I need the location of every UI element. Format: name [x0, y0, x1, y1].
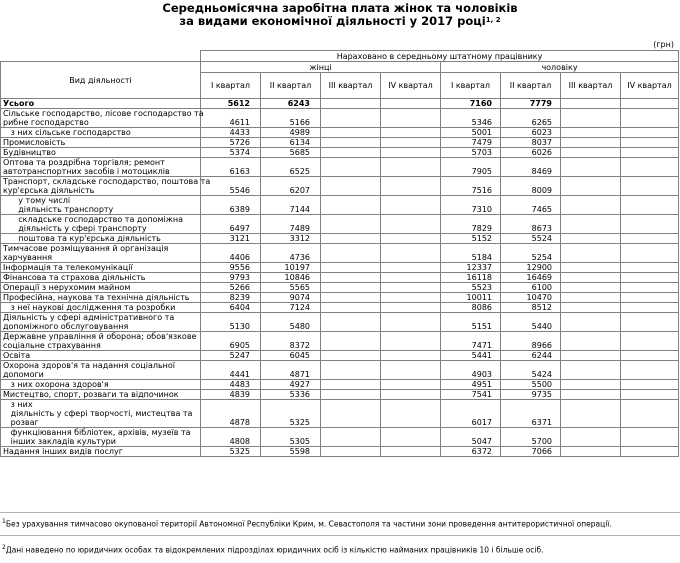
row-value [621, 293, 679, 303]
row-label: з неї наукові дослідження та розробки [1, 303, 201, 313]
table-row [1, 293, 679, 303]
row-value [621, 128, 679, 138]
table-row [1, 428, 679, 447]
row-label: поштова та кур'єрська діяльність [1, 234, 201, 244]
table-row [1, 128, 679, 138]
footnote-1-text: Без урахування тимчасово окупованої території Автономної Республіки Крим, м. Севастополя та частини зони проведення антитерористичної операції. [5, 519, 612, 529]
row-value [561, 109, 621, 128]
row-value: 6371 [501, 400, 561, 428]
row-value: 16469 [501, 273, 561, 283]
row-value: 7471 [441, 332, 501, 351]
table-row [1, 400, 679, 428]
row-value: 6023 [501, 128, 561, 138]
row-value [321, 263, 381, 273]
row-value: 10011 [441, 293, 501, 303]
row-value: 5152 [441, 234, 501, 244]
row-value [381, 148, 441, 158]
row-value: 6026 [501, 148, 561, 158]
unit-label: (грн) [653, 40, 674, 49]
footnote-divider-2 [0, 535, 680, 536]
row-value: 8469 [501, 158, 561, 177]
footnote-1 [2, 518, 678, 529]
row-value [561, 273, 621, 283]
row-value: 4483 [201, 380, 261, 390]
row-value [621, 138, 679, 148]
row-value: 9556 [201, 263, 261, 273]
table-row [1, 138, 679, 148]
row-value: 5424 [501, 361, 561, 380]
page-title [0, 2, 680, 28]
row-value: 8037 [501, 138, 561, 148]
row-label: Надання інших видів послуг [1, 447, 201, 457]
row-label: функціювання бібліотек, архівів, музеїв та інших закладів культури [1, 428, 201, 447]
row-value [381, 128, 441, 138]
row-value [621, 244, 679, 263]
table-row [1, 109, 679, 128]
row-value: 7779 [501, 99, 561, 109]
row-value [561, 244, 621, 263]
row-value [381, 303, 441, 313]
row-value [381, 109, 441, 128]
row-value: 7479 [441, 138, 501, 148]
row-value: 5441 [441, 351, 501, 361]
row-value [381, 273, 441, 283]
row-value: 4903 [441, 361, 501, 380]
row-value [561, 177, 621, 196]
title-line-2 [0, 15, 680, 28]
row-value [561, 138, 621, 148]
footnote-1-mark: 1 [2, 518, 6, 525]
row-value: 6389 [201, 196, 261, 215]
row-value [621, 332, 679, 351]
row-value [561, 196, 621, 215]
row-label: Тимчасове розміщування й організація харчування [1, 244, 201, 263]
row-value: 4871 [261, 361, 321, 380]
row-value: 5480 [261, 313, 321, 332]
header-activity: Вид діяльності [1, 62, 201, 99]
row-value: 5565 [261, 283, 321, 293]
row-label: Інформація та телекомунікації [1, 263, 201, 273]
table-row [1, 351, 679, 361]
row-value: 4951 [441, 380, 501, 390]
row-value [621, 283, 679, 293]
row-value: 5598 [261, 447, 321, 457]
header-women-q3: III квартал [321, 73, 381, 99]
table-row [1, 148, 679, 158]
title-line-2-text: за видами економічної діяльності у 2017 році [179, 14, 486, 28]
row-label: Освіта [1, 351, 201, 361]
row-value: 8009 [501, 177, 561, 196]
row-value [561, 313, 621, 332]
row-value [561, 128, 621, 138]
header-women-q2: II квартал [261, 73, 321, 99]
row-value [561, 234, 621, 244]
row-value [621, 361, 679, 380]
row-value: 4406 [201, 244, 261, 263]
row-value: 6243 [261, 99, 321, 109]
row-value [321, 128, 381, 138]
header-men: чоловіку [441, 62, 679, 73]
header-blank-cell [1, 51, 201, 62]
row-value: 6265 [501, 109, 561, 128]
table-row [1, 234, 679, 244]
header-men-q4: IV квартал [621, 73, 679, 99]
row-value: 7124 [261, 303, 321, 313]
header-accrued: Нараховано в середньому штатному працівнику [201, 51, 679, 62]
row-value [381, 380, 441, 390]
row-value [381, 177, 441, 196]
row-value [561, 351, 621, 361]
row-value [321, 177, 381, 196]
row-value [321, 109, 381, 128]
row-value: 5546 [201, 177, 261, 196]
footnote-divider [0, 512, 680, 513]
row-value [621, 234, 679, 244]
row-value [321, 303, 381, 313]
row-value [621, 380, 679, 390]
row-value: 16118 [441, 273, 501, 283]
footnote-2 [2, 544, 678, 555]
row-value: 5346 [441, 109, 501, 128]
row-value: 7144 [261, 196, 321, 215]
row-value: 8512 [501, 303, 561, 313]
row-value [321, 332, 381, 351]
row-label: Сільське господарство, лісове господарство та рибне господарство [1, 109, 201, 128]
row-value [381, 293, 441, 303]
row-value: 5612 [201, 99, 261, 109]
header-women-q4: IV квартал [381, 73, 441, 99]
row-value: 5047 [441, 428, 501, 447]
row-value [621, 428, 679, 447]
row-value: 8239 [201, 293, 261, 303]
row-value: 6163 [201, 158, 261, 177]
row-value [561, 447, 621, 457]
table-row [1, 332, 679, 351]
row-value [381, 99, 441, 109]
row-value [381, 263, 441, 273]
table-row [1, 390, 679, 400]
row-value: 6404 [201, 303, 261, 313]
row-value: 5440 [501, 313, 561, 332]
row-value: 6244 [501, 351, 561, 361]
row-value: 4839 [201, 390, 261, 400]
row-value: 9793 [201, 273, 261, 283]
table-row [1, 313, 679, 332]
row-value: 6045 [261, 351, 321, 361]
table-row [1, 196, 679, 215]
row-value: 6017 [441, 400, 501, 428]
row-value: 3312 [261, 234, 321, 244]
row-value: 9735 [501, 390, 561, 400]
row-value: 5151 [441, 313, 501, 332]
row-value [381, 234, 441, 244]
row-value: 4611 [201, 109, 261, 128]
row-label: з них сільське господарство [1, 128, 201, 138]
header-men-q1: I квартал [441, 73, 501, 99]
row-label: Мистецтво, спорт, розваги та відпочинок [1, 390, 201, 400]
row-value: 5184 [441, 244, 501, 263]
row-value: 4927 [261, 380, 321, 390]
row-value: 5247 [201, 351, 261, 361]
row-value [381, 361, 441, 380]
table-row [1, 215, 679, 234]
row-value: 5500 [501, 380, 561, 390]
row-value: 5726 [201, 138, 261, 148]
table-row [1, 303, 679, 313]
row-value: 7066 [501, 447, 561, 457]
row-value [561, 283, 621, 293]
table-row [1, 273, 679, 283]
row-label: Діяльність у сфері адміністративного та допоміжного обслуговування [1, 313, 201, 332]
row-label: Усього [1, 99, 201, 109]
table-row [1, 447, 679, 457]
row-value: 7829 [441, 215, 501, 234]
row-value [321, 351, 381, 361]
header-men-q2: II квартал [501, 73, 561, 99]
table-row [1, 177, 679, 196]
row-value [381, 196, 441, 215]
row-value [381, 351, 441, 361]
row-value: 6207 [261, 177, 321, 196]
row-value: 5703 [441, 148, 501, 158]
row-value: 12337 [441, 263, 501, 273]
table-row [1, 158, 679, 177]
row-label: Операції з нерухомим майном [1, 283, 201, 293]
row-value: 5374 [201, 148, 261, 158]
row-value [621, 109, 679, 128]
row-value [561, 215, 621, 234]
row-value: 4989 [261, 128, 321, 138]
table-row [1, 380, 679, 390]
footnote-2-text: Дані наведено по юридичних особах та відокремлених підрозділах юридичних осіб із кількістю найманих працівників 10 і більше осіб. [5, 545, 544, 555]
table-row [1, 283, 679, 293]
row-value [321, 390, 381, 400]
row-value [621, 99, 679, 109]
row-value [321, 148, 381, 158]
row-value [321, 447, 381, 457]
row-value: 5166 [261, 109, 321, 128]
table-body [1, 99, 679, 457]
row-label: Державне управління й оборона; обов'язкове соціальне страхування [1, 332, 201, 351]
title-footnote-marks: 1, 2 [485, 16, 501, 24]
row-value [621, 351, 679, 361]
row-label: складське господарство та допоміжна діяльність у сфері транспорту [1, 215, 201, 234]
row-value: 10197 [261, 263, 321, 273]
row-value [621, 400, 679, 428]
row-value [321, 428, 381, 447]
row-value: 8086 [441, 303, 501, 313]
row-label: Транспорт, складське господарство, поштова та кур'єрська діяльність [1, 177, 201, 196]
header-women-q1: I квартал [201, 73, 261, 99]
row-value [561, 158, 621, 177]
footnote-2-mark: 2 [2, 544, 6, 551]
row-value: 5130 [201, 313, 261, 332]
row-value [561, 332, 621, 351]
row-value [561, 361, 621, 380]
row-value [321, 361, 381, 380]
header-women: жінці [201, 62, 441, 73]
row-value [381, 313, 441, 332]
row-label: з них діяльність у сфері творчості, мистецтва та розваг [1, 400, 201, 428]
row-value [321, 215, 381, 234]
row-value [321, 244, 381, 263]
row-value [381, 400, 441, 428]
row-label: у тому числі діяльність транспорту [1, 196, 201, 215]
row-value [381, 283, 441, 293]
row-value [621, 447, 679, 457]
row-value: 5685 [261, 148, 321, 158]
row-value: 4878 [201, 400, 261, 428]
row-value: 8372 [261, 332, 321, 351]
row-label: з них охорона здоров'я [1, 380, 201, 390]
row-value [621, 215, 679, 234]
row-value [381, 158, 441, 177]
row-value: 4736 [261, 244, 321, 263]
row-value: 7489 [261, 215, 321, 234]
row-value [321, 196, 381, 215]
row-value: 10846 [261, 273, 321, 283]
row-value: 10470 [501, 293, 561, 303]
row-value: 6100 [501, 283, 561, 293]
salary-table [0, 50, 679, 457]
row-value [561, 390, 621, 400]
header-men-q3: III квартал [561, 73, 621, 99]
row-value [561, 99, 621, 109]
row-value [561, 380, 621, 390]
row-value [621, 390, 679, 400]
row-value: 5524 [501, 234, 561, 244]
row-label: Оптова та роздрібна торгівля; ремонт автотранспортних засобів і мотоциклів [1, 158, 201, 177]
row-value [321, 234, 381, 244]
row-value: 8673 [501, 215, 561, 234]
row-value: 7541 [441, 390, 501, 400]
row-value [561, 303, 621, 313]
row-value [621, 303, 679, 313]
row-value: 3121 [201, 234, 261, 244]
row-value [561, 400, 621, 428]
row-value: 7516 [441, 177, 501, 196]
row-value: 5305 [261, 428, 321, 447]
row-label: Фінансова та страхова діяльність [1, 273, 201, 283]
row-value: 12900 [501, 263, 561, 273]
row-label: Охорона здоров'я та надання соціальної допомоги [1, 361, 201, 380]
row-value [561, 263, 621, 273]
table-row [1, 361, 679, 380]
row-value: 8966 [501, 332, 561, 351]
row-value [381, 428, 441, 447]
row-value: 5325 [261, 400, 321, 428]
row-value [321, 283, 381, 293]
row-value [561, 148, 621, 158]
row-value [381, 390, 441, 400]
row-value [321, 158, 381, 177]
row-value [621, 177, 679, 196]
row-value [381, 447, 441, 457]
row-value: 9074 [261, 293, 321, 303]
row-value: 6497 [201, 215, 261, 234]
row-value: 7465 [501, 196, 561, 215]
row-value [321, 313, 381, 332]
row-value [621, 148, 679, 158]
row-value [381, 332, 441, 351]
row-value [321, 138, 381, 148]
row-value [561, 428, 621, 447]
row-label: Будівництво [1, 148, 201, 158]
row-value: 4441 [201, 361, 261, 380]
title-line-1: Середньомісячна заробітна плата жінок та чоловіків [162, 1, 518, 15]
row-value: 7160 [441, 99, 501, 109]
row-value [321, 380, 381, 390]
row-value: 7310 [441, 196, 501, 215]
row-value: 5001 [441, 128, 501, 138]
row-value: 6525 [261, 158, 321, 177]
table-row [1, 99, 679, 109]
table-row [1, 244, 679, 263]
row-value: 6372 [441, 447, 501, 457]
row-value [321, 99, 381, 109]
row-value [621, 263, 679, 273]
row-value [321, 273, 381, 283]
row-value: 5336 [261, 390, 321, 400]
row-value: 4433 [201, 128, 261, 138]
row-value: 5254 [501, 244, 561, 263]
row-value [621, 313, 679, 332]
row-value [621, 158, 679, 177]
row-value [621, 273, 679, 283]
row-value: 6905 [201, 332, 261, 351]
row-value: 5523 [441, 283, 501, 293]
row-value: 5325 [201, 447, 261, 457]
table-row [1, 263, 679, 273]
row-value [321, 400, 381, 428]
row-value [621, 196, 679, 215]
row-value [381, 244, 441, 263]
row-value: 4808 [201, 428, 261, 447]
row-label: Промисловість [1, 138, 201, 148]
row-value [321, 293, 381, 303]
row-value: 6134 [261, 138, 321, 148]
row-value [381, 215, 441, 234]
row-value: 7905 [441, 158, 501, 177]
row-value [381, 138, 441, 148]
row-value [561, 293, 621, 303]
row-value: 5700 [501, 428, 561, 447]
row-value: 5266 [201, 283, 261, 293]
row-label: Професійна, наукова та технічна діяльність [1, 293, 201, 303]
